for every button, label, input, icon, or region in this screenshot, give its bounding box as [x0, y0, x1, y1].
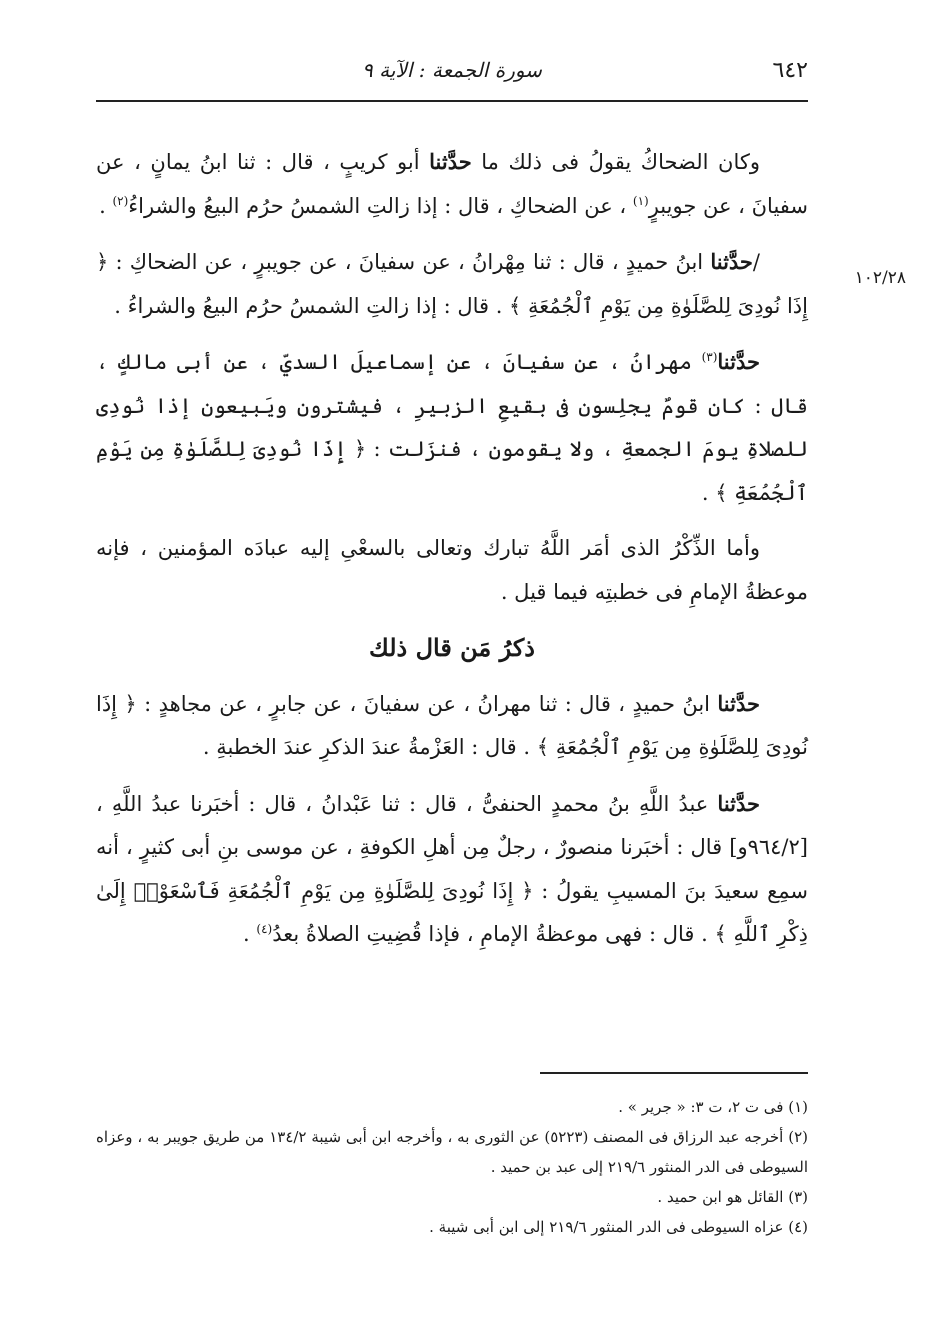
footnote-ref: (٢): [112, 193, 129, 208]
footnote: (٢) أخرجه عبد الرزاق فى المصنف (٥٢٢٣) عن الثورى به ، وأخرجه ابن أبى شيبة ١٣٤/٢ من طريق جويبر به ، وعزاه السيوطى فى الدر المنثور ٢١٩/٦ إلى عبد بن حميد .: [96, 1128, 808, 1176]
paragraph: وأما الذِّكْرُ الذى أمَر اللَّهُ تبارك وتعالى بالسعْىِ إليه عبادَه المؤمنين ، فإنه موعظةُ الإمامِ فى خطبتِه فيما قيل .: [96, 536, 808, 604]
quran-verse: ﴿ إِذَا نُودِىَ لِلصَّلَوٰةِ مِن يَوْمِ ٱلْجُمُعَةِ فَٱسْعَوْا۟ إِلَىٰ ذِكْرِ ٱللَّهِ ﴾: [96, 878, 808, 946]
paragraph: /حدَّثنا ابنُ حميدٍ ، قال : ثنا مِهْرانُ ، عن سفيانَ ، عن جويبرٍ ، عن الضحاكِ : ﴿ إِذَا نُودِىَ لِلصَّلَوٰةِ مِن يَوْمِ ٱلْجُمُعَةِ ﴾ . قال : إذا زالتِ الشمسُ حرُم البيعُ والشراءُ .: [96, 249, 808, 318]
running-title: سورة الجمعة : الآية ٩: [362, 58, 542, 82]
hadith-marker: حدَّثنا: [429, 149, 472, 174]
hadith-marker: حدَّثنا: [710, 249, 753, 274]
margin-reference: ١٠٢/٢٨: [854, 268, 906, 288]
section-heading: ذكرُ مَن قال ذلك: [369, 633, 535, 662]
quran-verse: ﴿ إِذَا نُودِىَ لِلصَّلَوٰةِ مِن يَوْمِ ٱلْجُمُعَةِ ﴾: [96, 437, 808, 505]
paragraph: وكان الضحاكُ يقولُ فى ذلك ما حدَّثنا أبو كريبٍ ، قال : ثنا ابنُ يمانٍ ، عن سفيانَ ، عن جويبرٍ$^{(١)}$ ، عن الضحاكِ ، قال : إذا زالتِ الشمسُ حرُم البيعُ والشراءُ$^{(٢)}$ .: [96, 149, 808, 218]
quran-verse: ﴿ إِذَا نُودِىَ لِلصَّلَوٰةِ مِن يَوْمِ ٱلْجُمُعَةِ ﴾: [96, 250, 808, 318]
quran-verse: ﴿ إِذَا نُودِىَ لِلصَّلَوٰةِ مِن يَوْمِ ٱلْجُمُعَةِ ﴾: [96, 691, 808, 759]
footnotes: [96, 1092, 808, 1242]
paragraph: حدَّثنا ابنُ حميدٍ ، قال : ثنا مهرانُ ، عن سفيانَ ، عن جابرٍ ، عن مجاهدٍ : ﴿ إِذَا نُودِىَ لِلصَّلَوٰةِ مِن يَوْمِ ٱلْجُمُعَةِ ﴾ . قال : العَزْمةُ عندَ الذكرِ عندَ الخطبةِ .: [96, 690, 808, 759]
footnote-ref: (٣): [701, 350, 718, 364]
main-text: [96, 140, 808, 969]
footnote-divider: [540, 1072, 808, 1074]
hadith-marker: حدَّثنا: [717, 349, 760, 374]
hadith-marker: حدَّثنا: [717, 690, 760, 716]
footnote: (٣) القائل هو ابن حميد .: [657, 1188, 808, 1206]
hadith-marker: حدَّثنا: [717, 790, 761, 816]
page-number: ٦٤٢: [772, 58, 808, 83]
footnote: (٤) عزاه السيوطى فى الدر المنثور ٢١٩/٦ إلى ابن أبى شيبة .: [429, 1218, 808, 1236]
paragraph: حدَّثنا عبدُ اللَّهِ بنُ محمدٍ الحنفىُّ ، قال : ثنا عَبْدانُ ، قال : أخبَرنا عبدُ اللَّهِ ، [٩٦٤/٢و] قال : أخبَرنا منصورٌ ، رجلٌ مِن أهلِ الكوفةِ ، عن موسى بنِ أبى كثيرٍ ، أنه سمِع سعيدَ بنَ المسيبِ يقولُ : ﴿ إِذَا نُودِىَ لِلصَّلَوٰةِ مِن يَوْمِ ٱلْجُمُعَةِ فَٱسْعَوْا۟ إِلَىٰ ذِكْرِ ٱللَّهِ ﴾ . قال : فهى موعظةُ الإمامِ ، فإذا قُضِيتِ الصلاةُ بعدُ$^{(٤)}$ .: [96, 790, 808, 946]
footnote: (١) فى ت ٢، ت ٣: « جرير » .: [618, 1098, 808, 1116]
paragraph: حدَّثنا$^{(٣)}$ مهرانُ ، عن سفيانَ ، عن إسماعيلَ السديِّ ، عن أبى مالكٍ ، قال : كان قومٌ يجلِسون فى بقيعِ الزبيرِ ، فيشترون ويَبيعون إذا نُودِى للصلاةِ يومَ الجمعةِ ، ولا يقومون ، فنزَلت : ﴿ إِذَا نُودِىَ لِلصَّلَوٰةِ مِن يَوْمِ ٱلْجُمُعَةِ ﴾ .: [96, 349, 808, 505]
page-header: [96, 52, 808, 102]
footnote-ref: (٤): [256, 922, 273, 936]
footnote-ref: (١): [632, 193, 649, 208]
